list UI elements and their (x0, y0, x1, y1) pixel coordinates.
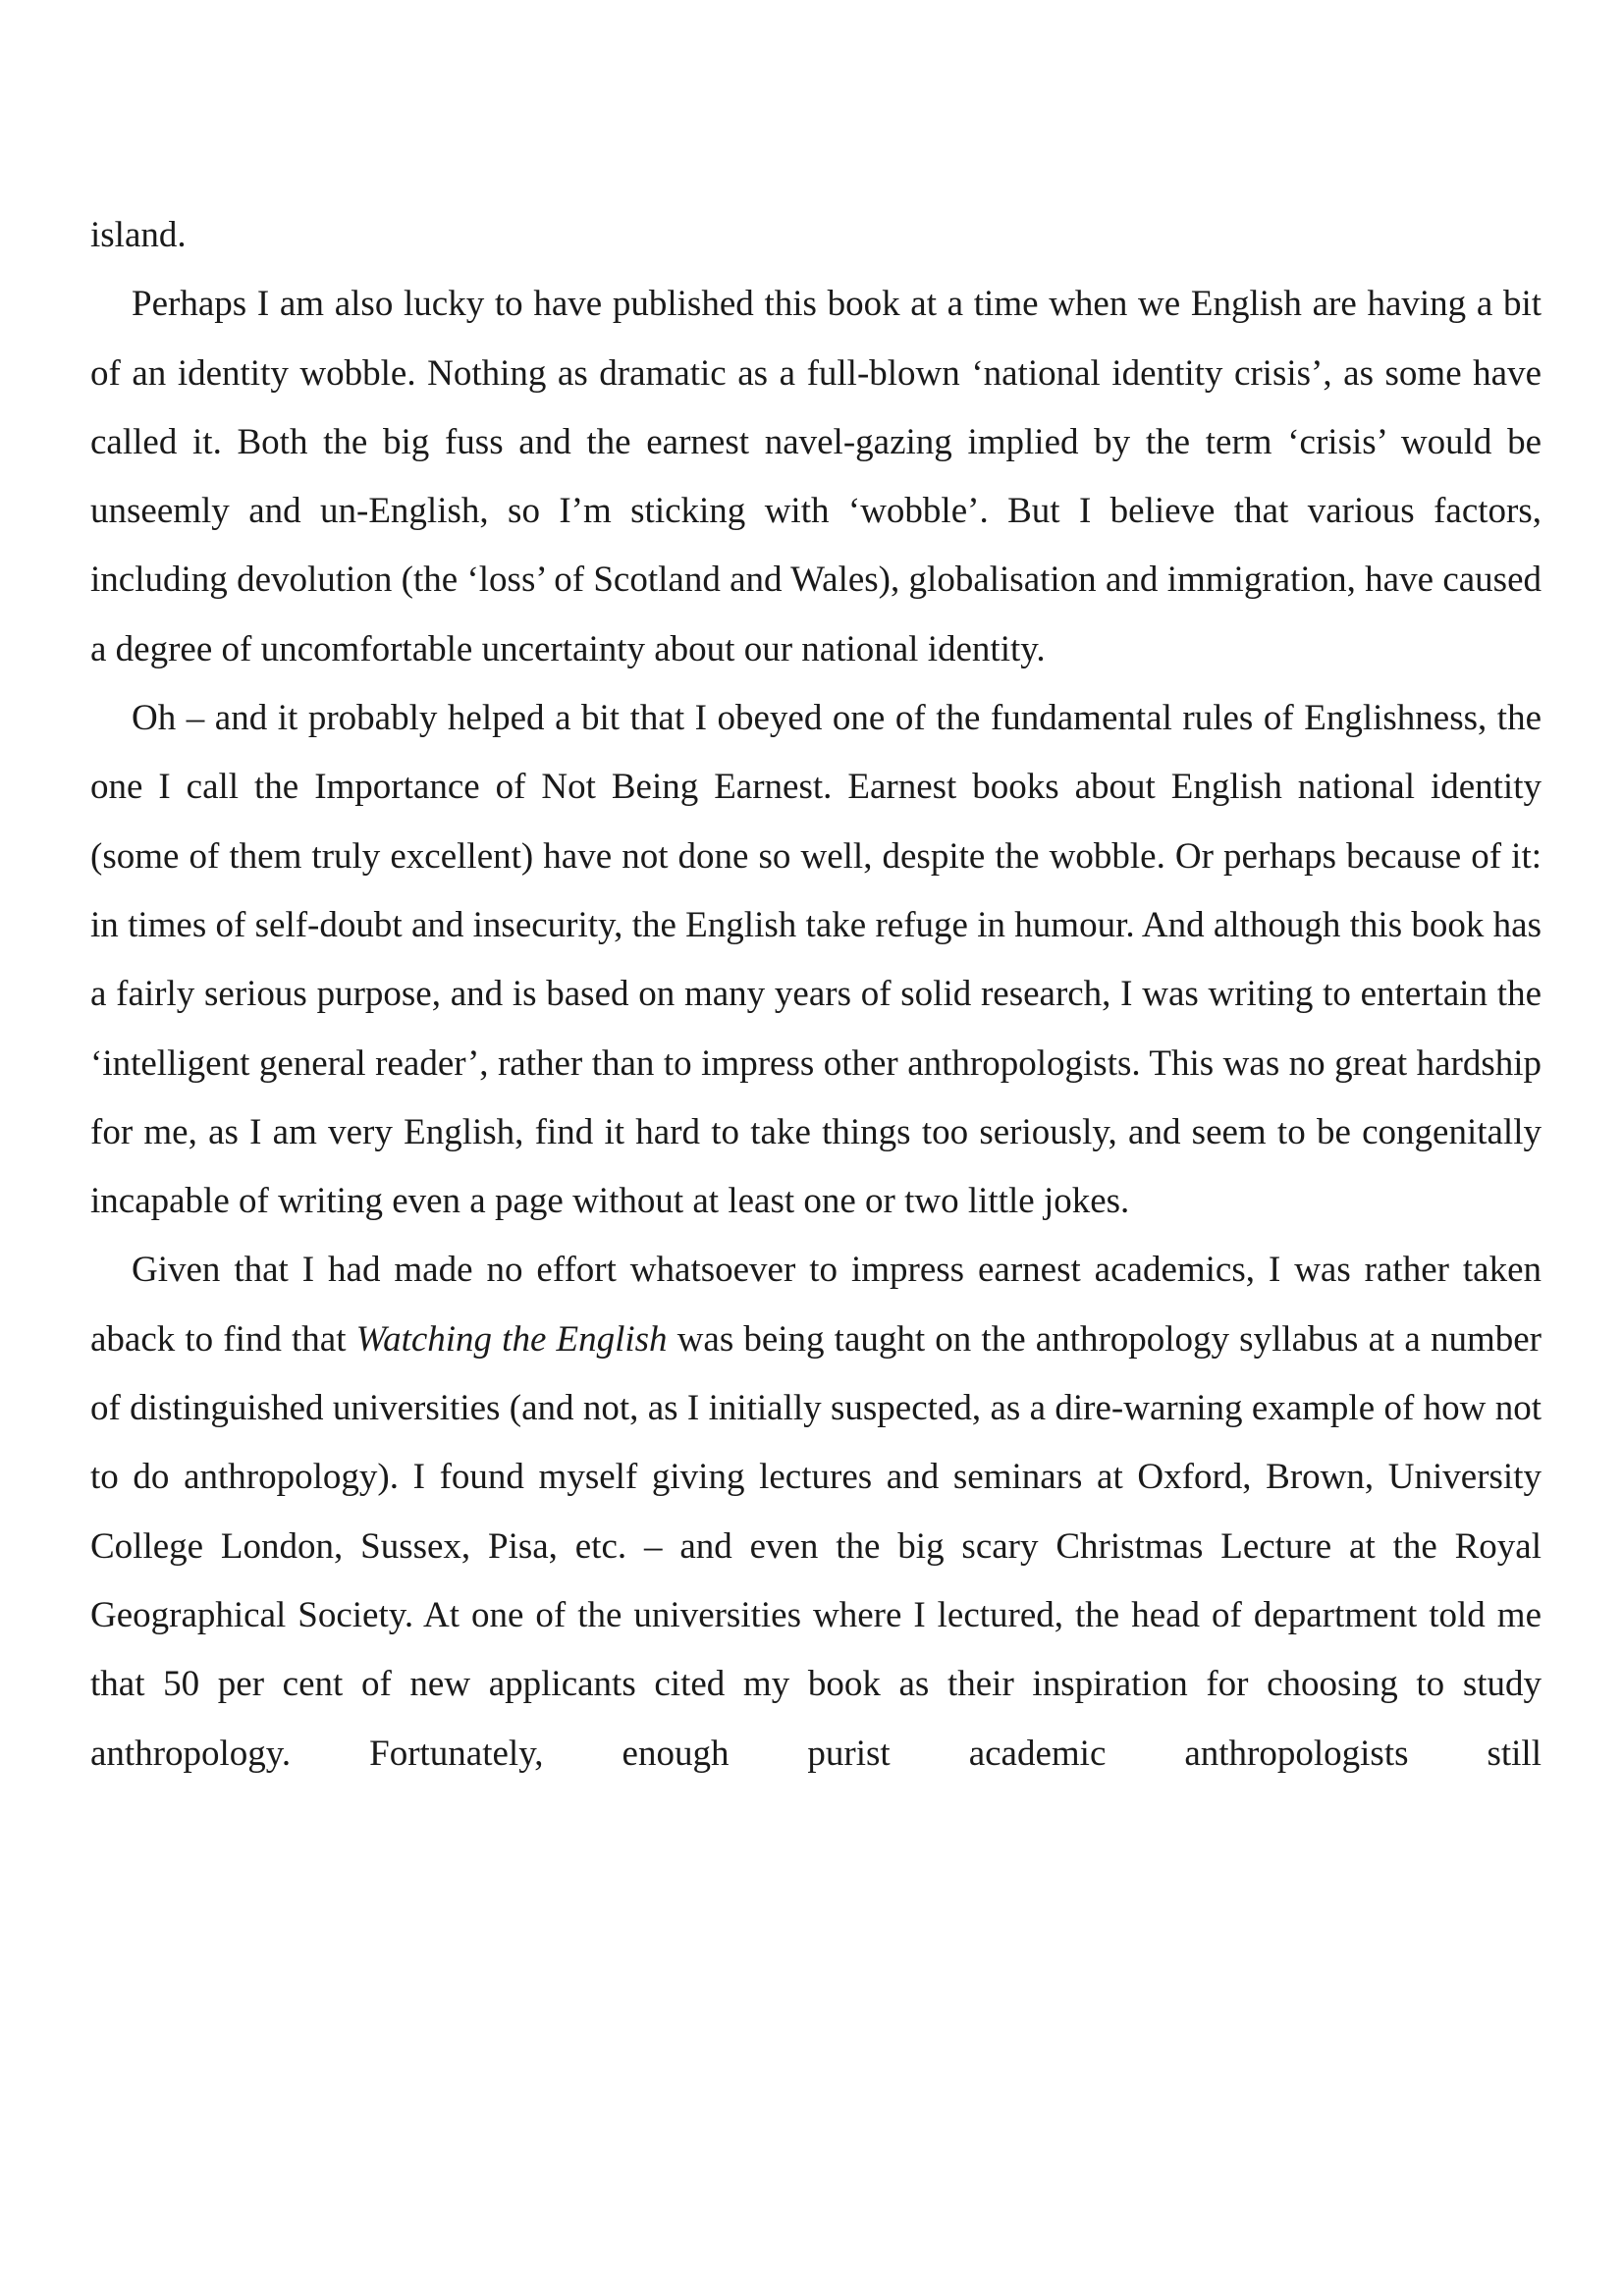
paragraph-text: Oh – and it probably helped a bit that I obeyed one of the fundamental rules of Englishness, the one I call the Importance of Not Being Earnest. Earnest books about English national identity (some of them truly excellent) have not done so well, despite the wobble. Or perhaps because of it: in times of self-doubt and insecurity, the English take refuge in humour. And although this book has a fairly serious purpose, and is based on many years of solid research, I was writing to entertain the ‘intelligent general reader’, rather than to impress other anthropologists. This was no great hardship for me, as I am very English, find it hard to take things too seriously, and seem to be congenitally incapable of writing even a page without at least one or two little jokes. (90, 698, 1542, 1222)
paragraph-3 (90, 684, 1542, 1236)
paragraph-text: island. (90, 215, 187, 255)
paragraph-2 (90, 270, 1542, 684)
paragraph-text: Perhaps I am also lucky to have published this book at a time when we English are having a bit of an identity wobble. Nothing as dramatic as a full-blown ‘national identity crisis’, as some have called it. Both the big fuss and the earnest navel-gazing implied by the term ‘crisis’ would be unseemly and un-English, so I’m sticking with ‘wobble’. But I believe that various factors, including devolution (the ‘loss’ of Scotland and Wales), globalisation and immigration, have caused a degree of uncomfortable uncertainty about our national identity. (90, 284, 1542, 669)
paragraph-4 (90, 1236, 1542, 1788)
book-title: Watching the English (355, 1318, 668, 1360)
paragraph-text: was being taught on the anthropology syllabus at a number of distinguished universities (and not, as I initially suspected, as a dire-warning example of how not to do anthropology). I found myself giving lectures and seminars at Oxford, Brown, University College London, Sussex, Pisa, etc. – and even the big scary Christmas Lecture at the Royal Geographical Society. At one of the universities where I lectured, the head of department told me that 50 per cent of new applicants cited my book as their inspiration for choosing to study anthropology. Fortunately, enough purist academic anthropologists still (90, 1318, 1542, 1774)
paragraph-1 (90, 201, 1542, 270)
paragraph-text: Given that I had made no effort whatsoever to impress earnest academics, I was rather taken aback to find that (90, 1250, 1542, 1360)
page-body (90, 201, 1542, 1789)
